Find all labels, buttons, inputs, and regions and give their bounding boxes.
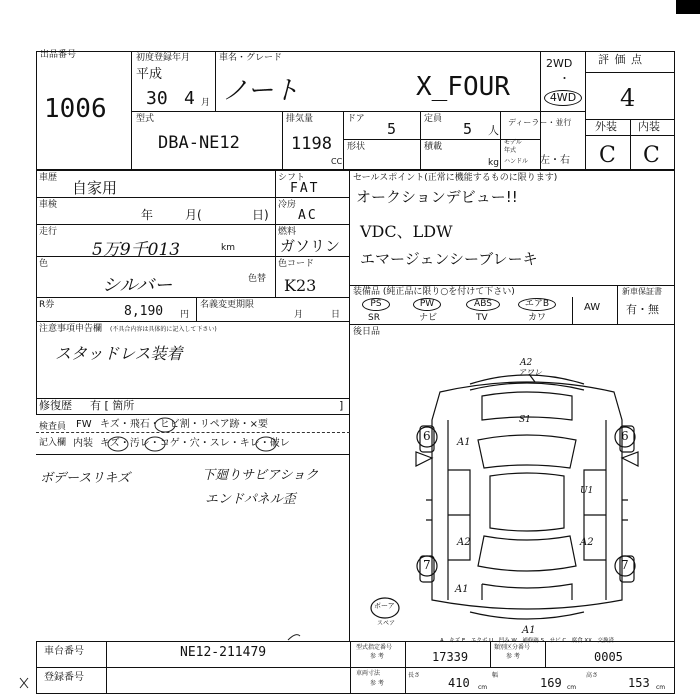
km-unit: km (221, 243, 235, 253)
ac-value: AC (298, 208, 318, 223)
lot-label: 出品番号 (40, 50, 77, 60)
diagram-top-mark: A2 (520, 358, 533, 368)
type-no-label: 型式指定番号 (356, 644, 393, 651)
inspection-label: 車検 (39, 200, 58, 210)
handle-label: ハンドル (504, 158, 529, 165)
damage-legend: A…キズ E…エクボ U…凹み W…補修跡 S…サビ C…腐食 XX…交換済 (440, 638, 614, 644)
model-year-label-2: 年式 (504, 147, 517, 154)
shape-label: 形状 (347, 142, 366, 152)
door-label: ドア (347, 114, 365, 124)
recycle-value: 8,190 (124, 304, 164, 319)
notes-subtitle: (不具合内容は具体的に記入して下さい) (110, 326, 217, 333)
lot-number: 1006 (44, 94, 107, 124)
capacity-value: 5 (463, 120, 473, 138)
length-unit: cm (478, 684, 488, 691)
warranty-label: 新車保証書 (622, 287, 662, 296)
type-no-sub: 参 考 (370, 653, 384, 660)
length-label: 長さ (408, 672, 421, 679)
era-label: 平成 (136, 67, 163, 82)
notes-title: 注意事項申告欄 (39, 324, 103, 334)
sales-point-1: オークションデビュー!! (356, 188, 518, 206)
equipment-pw-circled: PW (413, 298, 441, 311)
remark-body-scratches: ボデースリキズ (40, 471, 131, 486)
equipment-title: 装備品 (純正品に限り○を付けて下さい) (353, 287, 515, 297)
history-label: 車歴 (39, 173, 58, 183)
interior-row-label: 内装 (73, 438, 93, 449)
fw-row: キズ・飛石・ヒビ割・リペア跡・×要 (100, 419, 268, 430)
diagram-front-left-mark: A1 (457, 437, 471, 448)
length-value: 410 (448, 676, 470, 690)
recycle-label: R券 (39, 300, 55, 310)
remark-underbody-rust: 下廻りサビアショク (202, 468, 319, 483)
capacity-unit: 人 (488, 124, 499, 137)
warranty-value: 有・無 (626, 303, 659, 316)
height-label: 高さ (586, 672, 599, 679)
diagram-bottom-mark: A1 (522, 625, 536, 636)
color-code-value: K23 (284, 276, 317, 295)
spare-label: スペア (377, 620, 396, 627)
type-no-value: 17339 (432, 650, 469, 664)
equipment-ps-circled: PS (362, 298, 390, 311)
ac-label: 冷房 (278, 200, 297, 210)
width-unit: cm (567, 684, 577, 691)
diagram-rear-left-upper-mark: A2 (457, 537, 471, 548)
mileage-label: 走行 (39, 227, 58, 237)
mileage-value: 5万9千013 (92, 240, 181, 260)
diagram-side-right-mark: U1 (580, 486, 594, 496)
fuel-label: 燃料 (278, 227, 297, 237)
equipment-leather: カワ (528, 313, 547, 323)
color-change-label: 色替 (248, 274, 267, 284)
displacement-value: 1198 (291, 134, 332, 154)
color-label: 色 (39, 259, 49, 269)
expiry-label: 名義変更期限 (200, 300, 255, 310)
inspection-month: 月( (185, 208, 202, 222)
grade-name: X_FOUR (416, 72, 510, 102)
kg-unit: kg (488, 158, 499, 168)
interior-row: キズ・汚レ・コゲ・穴・スレ・キレ・破レ (100, 438, 290, 449)
sales-point-3: エマージェンシーブレーキ (360, 250, 538, 268)
handle-value: 左・右 (540, 155, 570, 166)
capacity-label: 定員 (424, 114, 443, 124)
wheel-rear-left-mark: 7 (423, 558, 431, 572)
equipment-airbag-circled: エアB (518, 298, 556, 311)
disp-label: 排気量 (286, 114, 314, 124)
dims-label: 車両寸法 (356, 670, 381, 677)
interior-label: 内装 (638, 120, 660, 133)
equipment-abs-circled: ABS (466, 298, 500, 311)
load-label: 積載 (424, 142, 443, 152)
notes-box (36, 321, 350, 415)
later-items-label: 後日品 (353, 327, 381, 337)
model-name: ノート (222, 76, 300, 106)
reg-date-label: 初度登録年月 (136, 53, 191, 63)
diagram-roof-mark: S1 (519, 415, 531, 425)
later-box (349, 324, 675, 642)
width-value: 169 (540, 676, 562, 690)
color-code-label: 色コード (278, 259, 315, 269)
door-value: 5 (387, 120, 397, 138)
shift-value: FAT (290, 181, 320, 196)
dealer-label: ディーラー・並行 (508, 118, 572, 127)
drive-dot: ・ (559, 72, 570, 85)
repair-label: 修復歴 (39, 399, 72, 412)
color-value: シルバー (102, 275, 173, 296)
grade-score: 4 (620, 84, 636, 112)
category-sub: 参 考 (506, 653, 520, 660)
expiry-month: 月 (294, 310, 304, 320)
drive-2wd: 2WD (546, 57, 573, 70)
reg-month: 4 (184, 88, 195, 109)
dims-sub: 参 考 (370, 680, 384, 687)
chassis-label: 車台番号 (44, 646, 84, 657)
drive-4wd-circled: 4WD (544, 90, 582, 106)
category-label: 類別区分番号 (494, 644, 531, 651)
interior-value: C (643, 143, 660, 168)
diagram-rear-right-mark: A2 (580, 537, 594, 548)
fuel-value: ガソリン (280, 237, 341, 255)
notes-handwritten: スタッドレス装着 (55, 344, 183, 363)
repair-close: ] (339, 399, 344, 412)
chassis-value: NE12-211479 (180, 645, 267, 660)
height-value: 153 (628, 676, 650, 690)
width-label: 幅 (492, 672, 499, 679)
sales-point-2: VDC、LDW (360, 222, 453, 241)
wheel-front-left-mark: 6 (423, 429, 431, 443)
expiry-day: 日 (331, 310, 341, 320)
inspector-label-1: 検査員 (39, 422, 67, 432)
model-year-label-1: モデル (504, 139, 522, 146)
height-unit: cm (656, 684, 666, 691)
category-value: 0005 (594, 650, 623, 664)
yen-unit: 円 (180, 310, 190, 320)
shift-label: シフト (278, 173, 306, 183)
inspector-label-2: 記入欄 (39, 438, 67, 448)
inspection-day: 日) (252, 208, 269, 222)
equipment-tv: TV (476, 313, 488, 323)
equipment-navi: ナビ (419, 313, 438, 323)
model-label: 車名・グレード (219, 53, 283, 63)
wheel-front-right-mark: 6 (621, 429, 629, 443)
inspection-year: 年 (141, 208, 154, 222)
registration-label: 登録番号 (44, 672, 84, 683)
exterior-label: 外装 (595, 120, 617, 133)
diagram-top-sub: アワレ (518, 368, 542, 377)
diagram-rear-left-lower-mark: A1 (455, 584, 469, 595)
spare-mark: ボーア (374, 602, 395, 610)
cc-unit: CC (331, 157, 343, 166)
remark-end-panel: エンドパネル歪 (205, 492, 296, 507)
wheel-rear-right-mark: 7 (621, 558, 629, 572)
exterior-value: C (599, 143, 616, 168)
sales-points-title: セールスポイント(正常に機能するものに限ります) (353, 173, 558, 183)
history-value: 自家用 (72, 179, 118, 197)
reg-month-unit: 月 (201, 98, 211, 108)
type-code: DBA-NE12 (158, 133, 240, 153)
equipment-aw: AW (584, 302, 601, 313)
reg-year: 30 (146, 88, 168, 109)
equipment-sr: SR (368, 313, 380, 323)
grade-title: 評 価 点 (598, 53, 643, 66)
type-label: 型式 (136, 114, 155, 124)
repair-value: 有 [ 箇所 (90, 399, 135, 412)
corner-marker (676, 0, 700, 14)
fw-label: FW (76, 419, 92, 430)
